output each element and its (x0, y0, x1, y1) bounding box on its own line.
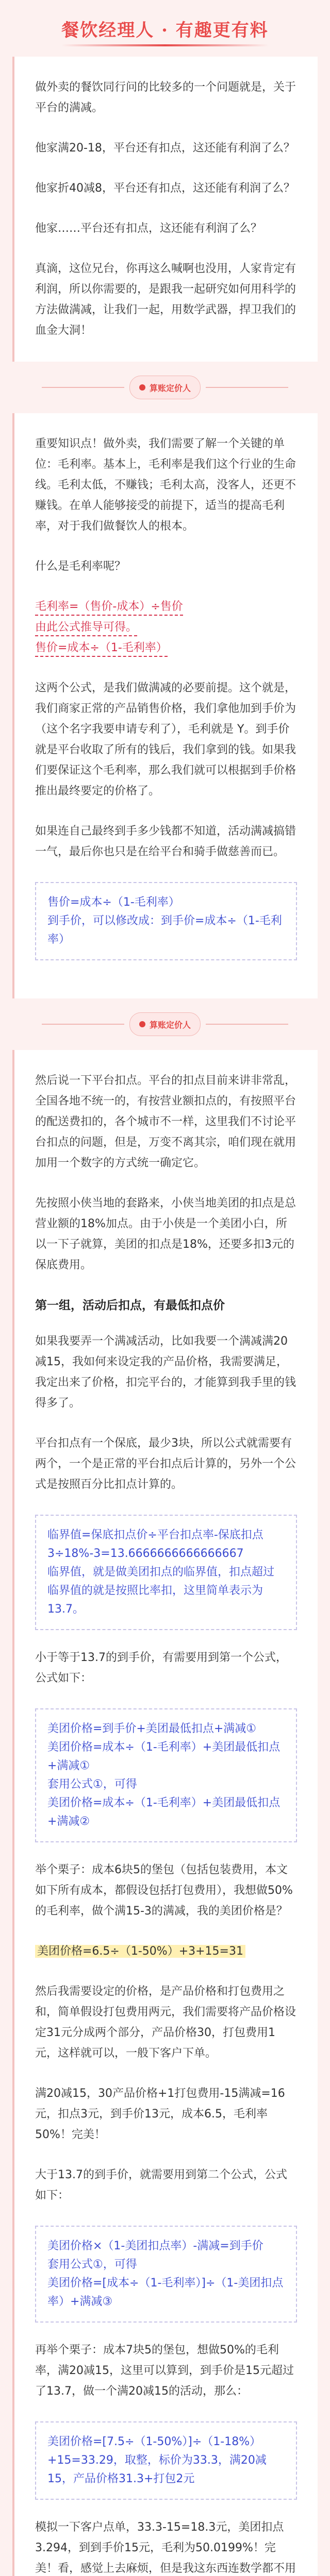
formula-line: 美团价格=[成本÷（1-毛利率）]÷（1-美团扣点率）+满减③ (47, 2277, 284, 2308)
paragraph: 举个栗子：成本6块5的堡包（包括包装费用，本文如下所有成本，都假设包括打包费用），我想做50%的毛利率，做个满15-3的满减，我的美团价格是？ (35, 1863, 293, 1918)
formula-line: 套用公式①，可得 (47, 1778, 137, 1791)
calc-highlight: 美团价格=6.5÷（1-50%）+3+15=31 (35, 1945, 245, 1958)
formula-line: 3÷18%-3=13.6666666666666667 (47, 1547, 244, 1560)
paragraph: 先按照小侠当地的套路来，小侠当地美团的扣点是总营业额的18%加点。由于小侠是一个美团小白，所以一下子就算，美团的扣点是18%，还要多扣3元的保底费用。 (35, 1197, 296, 1272)
badge-dot-icon (139, 1021, 145, 1027)
paragraph: 然后我需要设定的价格，是产品价格和打包费用之和，简单假设打包费用两元，我们需要将产品价格设定31元分成两个部分，产品价格30，打包费用1元，这样就可以，一般下客户下单。 (35, 1985, 296, 2060)
badge-dot-icon (139, 384, 145, 391)
formula-box (35, 1708, 297, 1842)
paragraph: 再举个栗子：成本7块5的堡包，想做50%的毛利率，满20减15，这里可以算到，到手价是15元超过了13.7，做一个满20减15的活动，那么： (35, 2344, 294, 2398)
paragraph: 然后说一下平台扣点。平台的扣点目前来讲非常乱，全国各地不统一的，有按营业额扣点的，有按照平台的配送费扣的，各个城市不一样，这里我们不讨论平台扣点的问题，但是，万变不离其宗，咱们现在就用加用一个数字的方式统一确定它。 (35, 1074, 296, 1170)
divider-line (206, 387, 288, 388)
paragraph: 如果连自己最终到手多少钱都不知道，活动满减搞错一气，最后你也只是在给平台和骑手做慈善而已。 (35, 825, 296, 858)
formula-box (35, 882, 297, 960)
divider-line (42, 1024, 124, 1025)
formula-derivation-note: 由此公式推导可得。 (35, 620, 137, 636)
section-badge-label: 算账定价人 (149, 383, 191, 393)
section-subtitle: 第一组，活动后扣点，有最低扣点价 (35, 1299, 225, 1312)
paragraph: 如果我要弄一个满减活动，比如我要一个满减满20减15，我如何来设定我的产品价格，我需要满足，我定出来了价格，扣完平台的，才能算到我手里的钱得多了。 (35, 1335, 296, 1410)
divider-line (42, 387, 124, 388)
paragraph: 模拟一下客户点单，33.3-15=18.3元，美团扣点3.294，到到手价15元，毛利为50.0199%！完美！看，感觉上去麻烦，但是我这东西连数学都不用 (35, 2521, 296, 2575)
paragraph: 这两个公式，是我们做满减的必要前提。这个就是，我们商家正常的产品销售价格，我们拿他加到手价为（这个名字我要申请专利了），毛利就是 Y。到手价就是平台收取了所有的钱后，我们拿到的钱。如果我们要保证这个毛利率，那么我们就可以根据到手价格推出最终要定的价格了。 (35, 682, 296, 798)
formula-gross-margin: 毛利率=（售价-成本）÷售价 (35, 599, 183, 616)
formula-line: 美团价格=成本÷（1-毛利率）+美团最低扣点+满减① (47, 1741, 280, 1772)
paragraph: 重要知识点！做外卖，我们需要了解一个关键的单位：毛利率。基本上，毛利率是我们这个行业的生命线。毛利太低，不赚钱；毛利太高，没客人，还更不赚钱。在单人能够接受的前提下，适当的提高毛利率，对于我们做餐饮人的根本。 (35, 437, 296, 533)
intro-paragraph: 做外卖的餐饮同行问的比较多的一个问题就是，关于平台的满减。 (35, 81, 296, 114)
formula-price: 售价=成本÷（1-毛利率） (35, 640, 168, 657)
formula-line: 售价=成本÷（1-毛利率） (47, 896, 180, 909)
intro-paragraph: 真滴，这位兄台，你再这么喊啊也没用，人家肯定有利润，所以你需要的，是跟我一起研究如何用科学的方法做满减，让我们一起，用数学武器，捍卫我们的血金大洞！ (35, 262, 296, 337)
formula-line: 美团价格=成本÷（1-毛利率）+美团最低扣点+满减② (47, 1797, 280, 1828)
formula-line: 美团价格×（1-美团扣点率）-满减=到手价 (47, 2240, 263, 2252)
formula-line: 套用公式①，可得 (47, 2258, 137, 2271)
intro-paragraph: 他家满20-18，平台还有扣点，这还能有利润了么？ (35, 142, 295, 155)
formula-line: 美团价格=到手价+美团最低扣点+满减① (47, 1722, 257, 1735)
section1-card (12, 413, 318, 998)
paragraph: 小于等于13.7的到手价，有需要用到第一个公式，公式如下： (35, 1651, 287, 1685)
paragraph: 大于13.7的到手价，就需要用到第二个公式，公式如下： (35, 2168, 287, 2202)
section-divider (0, 998, 330, 1050)
formula-box (35, 2226, 297, 2323)
section2-card (12, 1050, 318, 2576)
section-divider (0, 362, 330, 413)
formula-note: 临界值，就是做美团扣点的临界值，扣点超过临界值的就是按照比率扣，这里简单表示为13.7。 (47, 1566, 275, 1616)
article-header (0, 0, 330, 57)
paragraph: 平台扣点有一个保底，最少3块，所以公式就需要有两个，一个是正常的平台扣点后计算的，另外一个公式是按照百分比扣点计算的。 (35, 1437, 296, 1491)
section-badge (129, 376, 201, 399)
formula-box (35, 1515, 297, 1630)
header-title: 餐饮经理人 · 有趣更有料 (61, 16, 269, 41)
intro-paragraph: 他家……平台还有扣点，这还能有利润了么？ (35, 222, 262, 235)
formula-line: 临界值=保底扣点价÷平台扣点率-保底扣点 (47, 1529, 263, 1541)
section-badge (129, 1012, 201, 1036)
intro-paragraph: 他家折40减8，平台还有扣点，这还能有利润了么？ (35, 182, 295, 195)
formula-line: 美团价格=[7.5÷（1-50%）]÷（1-18%）+15=33.29，取整，标价为33.3，满20减15，产品价格31.3+打包2元 (47, 2435, 267, 2485)
intro-card (12, 57, 318, 362)
paragraph: 什么是毛利率呢？ (35, 560, 126, 573)
formula-line: 到手价，可以修改成：到手价=成本÷（1-毛利率） (47, 914, 282, 946)
section-badge-label: 算账定价人 (149, 1020, 191, 1030)
formula-box (35, 2421, 297, 2500)
paragraph: 满20减15，30产品价格+1打包费用-15满减=16元，扣点3元，到手价13元，成本6.5，毛利率50%！完美！ (35, 2087, 285, 2141)
divider-line (206, 1024, 288, 1025)
